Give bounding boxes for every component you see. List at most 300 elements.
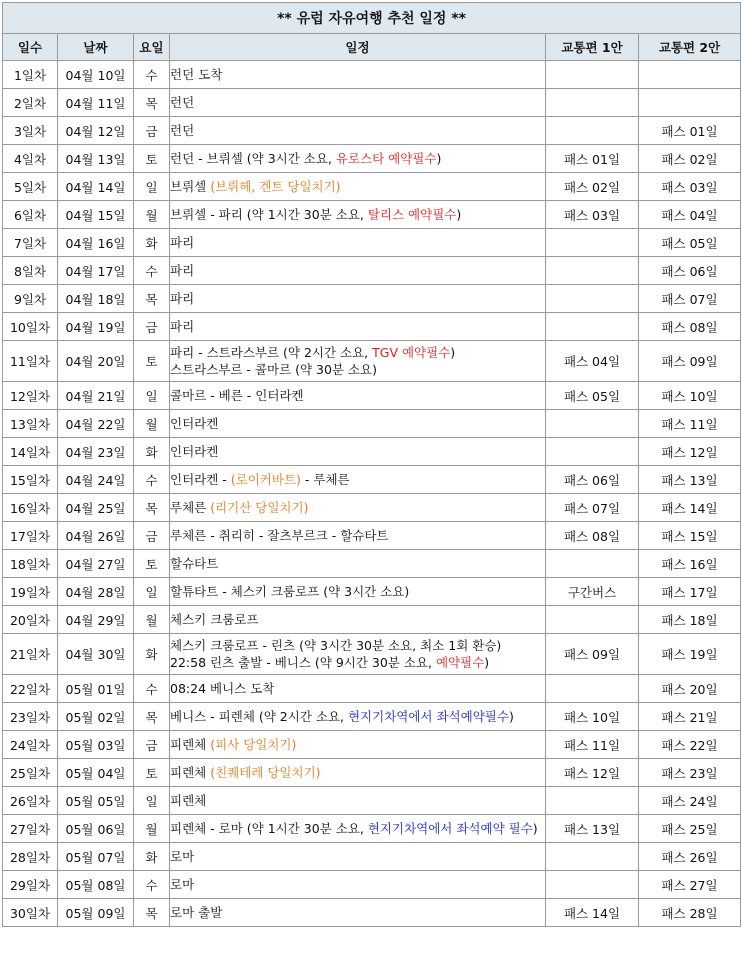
plan-text: 스트라스부르 - 콜마르 (약 30분 소요)	[170, 362, 378, 377]
transport-1-cell: 패스 06일	[546, 466, 639, 494]
date-cell: 04월 11일	[58, 89, 134, 117]
plan-line	[170, 361, 545, 378]
plan-cell	[170, 731, 546, 759]
weekday-cell: 일	[134, 787, 170, 815]
plan-line	[170, 122, 545, 139]
transport-1-cell: 패스 04일	[546, 341, 639, 382]
weekday-cell: 금	[134, 731, 170, 759]
date-cell: 04월 17일	[58, 257, 134, 285]
transport-2-cell: 패스 21일	[639, 703, 741, 731]
day-cell: 24일차	[3, 731, 58, 759]
plan-note-red: 유로스타 예약필수	[335, 151, 437, 166]
weekday-cell: 월	[134, 815, 170, 843]
plan-cell	[170, 229, 546, 257]
plan-note-orange: (리기산 당일치기)	[210, 500, 309, 515]
transport-2-cell: 패스 12일	[639, 438, 741, 466]
weekday-cell: 토	[134, 341, 170, 382]
transport-1-cell	[546, 117, 639, 145]
table-row	[3, 731, 741, 759]
table-row	[3, 466, 741, 494]
plan-line	[170, 94, 545, 111]
plan-note-red: 예약필수	[435, 655, 485, 670]
day-cell: 1일차	[3, 61, 58, 89]
weekday-cell: 월	[134, 410, 170, 438]
table-row	[3, 173, 741, 201]
plan-line	[170, 443, 545, 460]
plan-line	[170, 611, 545, 628]
plan-line	[170, 262, 545, 279]
weekday-cell: 목	[134, 494, 170, 522]
transport-1-cell: 패스 11일	[546, 731, 639, 759]
weekday-cell: 일	[134, 173, 170, 201]
weekday-cell: 목	[134, 703, 170, 731]
date-cell: 05월 07일	[58, 843, 134, 871]
transport-2-cell: 패스 19일	[639, 634, 741, 675]
date-cell: 04월 20일	[58, 341, 134, 382]
transport-2-cell: 패스 07일	[639, 285, 741, 313]
table-row	[3, 787, 741, 815]
transport-1-cell: 패스 13일	[546, 815, 639, 843]
header-day: 일수	[3, 34, 58, 61]
plan-text: 할슈타트	[170, 556, 219, 571]
transport-1-cell	[546, 606, 639, 634]
weekday-cell: 수	[134, 871, 170, 899]
table-row	[3, 522, 741, 550]
header-plan: 일정	[170, 34, 546, 61]
weekday-cell: 수	[134, 466, 170, 494]
plan-text: - 루체른	[300, 472, 350, 487]
plan-text: )	[450, 345, 456, 360]
table-row	[3, 341, 741, 382]
plan-cell	[170, 843, 546, 871]
plan-text: 피렌체	[170, 765, 211, 780]
itinerary-table	[2, 2, 741, 927]
date-cell: 05월 01일	[58, 675, 134, 703]
plan-text: 런던 - 브뤼셀 (약 3시간 소요,	[170, 151, 336, 166]
plan-text: 파리 - 스트라스부르 (약 2시간 소요,	[170, 345, 373, 360]
transport-2-cell	[639, 61, 741, 89]
plan-text: 피렌체	[170, 793, 207, 808]
table-row	[3, 634, 741, 675]
day-cell: 12일차	[3, 382, 58, 410]
plan-text: )	[484, 655, 490, 670]
day-cell: 19일차	[3, 578, 58, 606]
transport-2-cell: 패스 09일	[639, 341, 741, 382]
plan-cell	[170, 815, 546, 843]
header-transport-1: 교통편 1안	[546, 34, 639, 61]
table-row	[3, 117, 741, 145]
date-cell: 04월 10일	[58, 61, 134, 89]
date-cell: 04월 13일	[58, 145, 134, 173]
plan-line	[170, 820, 545, 837]
weekday-cell: 수	[134, 675, 170, 703]
plan-line	[170, 764, 545, 781]
plan-cell	[170, 117, 546, 145]
transport-2-cell: 패스 15일	[639, 522, 741, 550]
plan-text: 루체른	[170, 500, 211, 515]
table-row	[3, 899, 741, 927]
date-cell: 04월 16일	[58, 229, 134, 257]
date-cell: 05월 06일	[58, 815, 134, 843]
transport-1-cell	[546, 285, 639, 313]
transport-2-cell: 패스 25일	[639, 815, 741, 843]
date-cell: 04월 22일	[58, 410, 134, 438]
weekday-cell: 토	[134, 550, 170, 578]
plan-cell	[170, 173, 546, 201]
weekday-cell: 목	[134, 285, 170, 313]
day-cell: 22일차	[3, 675, 58, 703]
day-cell: 29일차	[3, 871, 58, 899]
weekday-cell: 화	[134, 843, 170, 871]
date-cell: 05월 02일	[58, 703, 134, 731]
plan-cell	[170, 522, 546, 550]
day-cell: 23일차	[3, 703, 58, 731]
weekday-cell: 토	[134, 145, 170, 173]
date-cell: 04월 29일	[58, 606, 134, 634]
weekday-cell: 화	[134, 438, 170, 466]
date-cell: 04월 14일	[58, 173, 134, 201]
plan-line	[170, 555, 545, 572]
table-row	[3, 89, 741, 117]
transport-1-cell	[546, 229, 639, 257]
transport-1-cell: 패스 14일	[546, 899, 639, 927]
transport-2-cell: 패스 10일	[639, 382, 741, 410]
plan-text: 피렌체	[170, 737, 211, 752]
weekday-cell: 목	[134, 89, 170, 117]
transport-1-cell: 패스 09일	[546, 634, 639, 675]
plan-cell	[170, 89, 546, 117]
transport-2-cell: 패스 22일	[639, 731, 741, 759]
date-cell: 04월 25일	[58, 494, 134, 522]
plan-line	[170, 637, 545, 654]
transport-2-cell: 패스 08일	[639, 313, 741, 341]
plan-text: 파리	[170, 319, 195, 334]
plan-note-red: TGV 예약필수	[372, 345, 451, 360]
plan-line	[170, 234, 545, 251]
day-cell: 14일차	[3, 438, 58, 466]
table-row	[3, 313, 741, 341]
table-row	[3, 494, 741, 522]
date-cell: 04월 15일	[58, 201, 134, 229]
day-cell: 6일차	[3, 201, 58, 229]
plan-line	[170, 206, 545, 223]
transport-2-cell: 패스 14일	[639, 494, 741, 522]
plan-text: 베니스 - 피렌체 (약 2시간 소요,	[170, 709, 348, 724]
transport-1-cell	[546, 61, 639, 89]
plan-text: 파리	[170, 235, 195, 250]
day-cell: 10일차	[3, 313, 58, 341]
plan-cell	[170, 145, 546, 173]
day-cell: 2일차	[3, 89, 58, 117]
transport-1-cell	[546, 787, 639, 815]
plan-line	[170, 471, 545, 488]
table-row	[3, 871, 741, 899]
transport-2-cell: 패스 20일	[639, 675, 741, 703]
plan-line	[170, 318, 545, 335]
table-row	[3, 578, 741, 606]
transport-2-cell: 패스 24일	[639, 787, 741, 815]
transport-2-cell: 패스 03일	[639, 173, 741, 201]
date-cell: 04월 28일	[58, 578, 134, 606]
transport-1-cell: 구간버스	[546, 578, 639, 606]
table-row	[3, 285, 741, 313]
day-cell: 18일차	[3, 550, 58, 578]
plan-cell	[170, 410, 546, 438]
plan-text: 런던	[170, 123, 195, 138]
weekday-cell: 일	[134, 578, 170, 606]
transport-1-cell	[546, 257, 639, 285]
transport-1-cell	[546, 313, 639, 341]
plan-text: 피렌체 - 로마 (약 1시간 30분 소요,	[170, 821, 368, 836]
plan-cell	[170, 201, 546, 229]
plan-cell	[170, 759, 546, 787]
transport-1-cell: 패스 08일	[546, 522, 639, 550]
transport-2-cell	[639, 89, 741, 117]
weekday-cell: 수	[134, 61, 170, 89]
plan-cell	[170, 578, 546, 606]
date-cell: 04월 18일	[58, 285, 134, 313]
day-cell: 11일차	[3, 341, 58, 382]
plan-cell	[170, 634, 546, 675]
plan-text: 브뤼셀	[170, 179, 211, 194]
transport-1-cell: 패스 10일	[546, 703, 639, 731]
plan-line	[170, 150, 545, 167]
plan-cell	[170, 703, 546, 731]
transport-1-cell	[546, 871, 639, 899]
title-row	[3, 3, 741, 34]
plan-line	[170, 527, 545, 544]
plan-line	[170, 848, 545, 865]
plan-cell	[170, 494, 546, 522]
day-cell: 27일차	[3, 815, 58, 843]
transport-2-cell: 패스 13일	[639, 466, 741, 494]
date-cell: 04월 30일	[58, 634, 134, 675]
table-row	[3, 843, 741, 871]
transport-1-cell	[546, 550, 639, 578]
date-cell: 04월 23일	[58, 438, 134, 466]
table-row	[3, 257, 741, 285]
header-row	[3, 34, 741, 61]
table-row	[3, 550, 741, 578]
plan-text: 할튜타트 - 체스키 크룸로프 (약 3시간 소요)	[170, 584, 410, 599]
table-row	[3, 382, 741, 410]
plan-text: )	[508, 709, 514, 724]
weekday-cell: 토	[134, 759, 170, 787]
plan-cell	[170, 313, 546, 341]
transport-1-cell: 패스 07일	[546, 494, 639, 522]
transport-1-cell: 패스 03일	[546, 201, 639, 229]
date-cell: 04월 19일	[58, 313, 134, 341]
plan-note-red: 탈리스 예약필수	[367, 207, 457, 222]
weekday-cell: 월	[134, 201, 170, 229]
table-row	[3, 438, 741, 466]
day-cell: 7일차	[3, 229, 58, 257]
plan-line	[170, 344, 545, 361]
transport-1-cell	[546, 410, 639, 438]
date-cell: 04월 21일	[58, 382, 134, 410]
table-title: ** 유럽 자유여행 추천 일정 **	[3, 3, 741, 34]
plan-line	[170, 876, 545, 893]
plan-line	[170, 178, 545, 195]
plan-line	[170, 66, 545, 83]
plan-text: 인터라켄 -	[170, 472, 231, 487]
plan-text: 파리	[170, 291, 195, 306]
day-cell: 28일차	[3, 843, 58, 871]
transport-2-cell: 패스 18일	[639, 606, 741, 634]
plan-text: 인터라켄	[170, 416, 219, 431]
plan-text: 브뤼셀 - 파리 (약 1시간 30분 소요,	[170, 207, 368, 222]
transport-2-cell: 패스 04일	[639, 201, 741, 229]
plan-text: 로마	[170, 877, 195, 892]
table-row	[3, 703, 741, 731]
day-cell: 30일차	[3, 899, 58, 927]
date-cell: 05월 03일	[58, 731, 134, 759]
plan-text: )	[532, 821, 538, 836]
transport-2-cell: 패스 17일	[639, 578, 741, 606]
day-cell: 20일차	[3, 606, 58, 634]
plan-text: 22:58 린츠 출발 - 베니스 (약 9시간 30분 소요,	[170, 655, 436, 670]
plan-line	[170, 415, 545, 432]
plan-cell	[170, 871, 546, 899]
plan-line	[170, 708, 545, 725]
plan-cell	[170, 787, 546, 815]
plan-cell	[170, 341, 546, 382]
table-row	[3, 145, 741, 173]
weekday-cell: 화	[134, 634, 170, 675]
plan-text: 로마 출발	[170, 905, 223, 920]
weekday-cell: 목	[134, 899, 170, 927]
day-cell: 13일차	[3, 410, 58, 438]
table-row	[3, 815, 741, 843]
date-cell: 04월 12일	[58, 117, 134, 145]
day-cell: 16일차	[3, 494, 58, 522]
plan-cell	[170, 438, 546, 466]
transport-1-cell	[546, 438, 639, 466]
table-row	[3, 410, 741, 438]
day-cell: 3일차	[3, 117, 58, 145]
plan-text: 콜마르 - 베른 - 인터라켄	[170, 388, 304, 403]
table-row	[3, 759, 741, 787]
transport-2-cell: 패스 11일	[639, 410, 741, 438]
plan-note-blue: 현지기차역에서 좌석예약 필수	[367, 821, 533, 836]
plan-line	[170, 499, 545, 516]
plan-note-blue: 현지기차역에서 좌석예약필수	[347, 709, 509, 724]
plan-line	[170, 904, 545, 921]
transport-2-cell: 패스 26일	[639, 843, 741, 871]
transport-2-cell: 패스 16일	[639, 550, 741, 578]
plan-note-orange: (친퀘테레 당일치기)	[210, 765, 321, 780]
day-cell: 8일차	[3, 257, 58, 285]
plan-line	[170, 290, 545, 307]
plan-text: 08:24 베니스 도착	[170, 681, 275, 696]
plan-cell	[170, 285, 546, 313]
plan-text: 런던	[170, 95, 195, 110]
plan-note-orange: (피사 당일치기)	[210, 737, 297, 752]
date-cell: 04월 24일	[58, 466, 134, 494]
header-weekday: 요일	[134, 34, 170, 61]
day-cell: 25일차	[3, 759, 58, 787]
plan-line	[170, 583, 545, 600]
plan-cell	[170, 61, 546, 89]
day-cell: 26일차	[3, 787, 58, 815]
plan-text: 체스키 크룸로프 - 린츠 (약 3시간 30분 소요, 최소 1회 환승)	[170, 638, 502, 653]
day-cell: 5일차	[3, 173, 58, 201]
transport-2-cell: 패스 01일	[639, 117, 741, 145]
weekday-cell: 화	[134, 229, 170, 257]
plan-cell	[170, 466, 546, 494]
transport-1-cell: 패스 01일	[546, 145, 639, 173]
day-cell: 4일차	[3, 145, 58, 173]
transport-2-cell: 패스 06일	[639, 257, 741, 285]
transport-1-cell	[546, 89, 639, 117]
plan-text: 로마	[170, 849, 195, 864]
transport-2-cell: 패스 05일	[639, 229, 741, 257]
plan-text: 루체른 - 취리히 - 잘츠부르크 - 할슈타트	[170, 528, 389, 543]
plan-cell	[170, 550, 546, 578]
weekday-cell: 금	[134, 522, 170, 550]
plan-cell	[170, 257, 546, 285]
plan-text: 체스키 크룸로프	[170, 612, 259, 627]
plan-line	[170, 680, 545, 697]
table-row	[3, 229, 741, 257]
table-row	[3, 201, 741, 229]
plan-line	[170, 792, 545, 809]
date-cell: 05월 08일	[58, 871, 134, 899]
weekday-cell: 금	[134, 117, 170, 145]
plan-cell	[170, 606, 546, 634]
transport-2-cell: 패스 28일	[639, 899, 741, 927]
plan-cell	[170, 675, 546, 703]
transport-1-cell: 패스 12일	[546, 759, 639, 787]
weekday-cell: 수	[134, 257, 170, 285]
weekday-cell: 일	[134, 382, 170, 410]
plan-line	[170, 654, 545, 671]
transport-1-cell	[546, 843, 639, 871]
header-transport-2: 교통편 2안	[639, 34, 741, 61]
plan-line	[170, 736, 545, 753]
date-cell: 05월 05일	[58, 787, 134, 815]
transport-2-cell: 패스 27일	[639, 871, 741, 899]
plan-line	[170, 387, 545, 404]
plan-text: 런던 도착	[170, 67, 223, 82]
plan-cell	[170, 382, 546, 410]
transport-1-cell: 패스 02일	[546, 173, 639, 201]
day-cell: 15일차	[3, 466, 58, 494]
transport-2-cell: 패스 02일	[639, 145, 741, 173]
table-row	[3, 606, 741, 634]
plan-note-orange: (로이커바트)	[230, 472, 301, 487]
day-cell: 17일차	[3, 522, 58, 550]
day-cell: 9일차	[3, 285, 58, 313]
day-cell: 21일차	[3, 634, 58, 675]
plan-note-orange: (브뤼헤, 겐트 당일치기)	[210, 179, 341, 194]
plan-text: 인터라켄	[170, 444, 219, 459]
transport-2-cell: 패스 23일	[639, 759, 741, 787]
weekday-cell: 월	[134, 606, 170, 634]
plan-text: )	[436, 151, 442, 166]
transport-1-cell	[546, 675, 639, 703]
date-cell: 04월 26일	[58, 522, 134, 550]
plan-text: )	[456, 207, 462, 222]
header-date: 날짜	[58, 34, 134, 61]
transport-1-cell: 패스 05일	[546, 382, 639, 410]
table-row	[3, 675, 741, 703]
weekday-cell: 금	[134, 313, 170, 341]
date-cell: 05월 04일	[58, 759, 134, 787]
plan-text: 파리	[170, 263, 195, 278]
date-cell: 05월 09일	[58, 899, 134, 927]
plan-cell	[170, 899, 546, 927]
